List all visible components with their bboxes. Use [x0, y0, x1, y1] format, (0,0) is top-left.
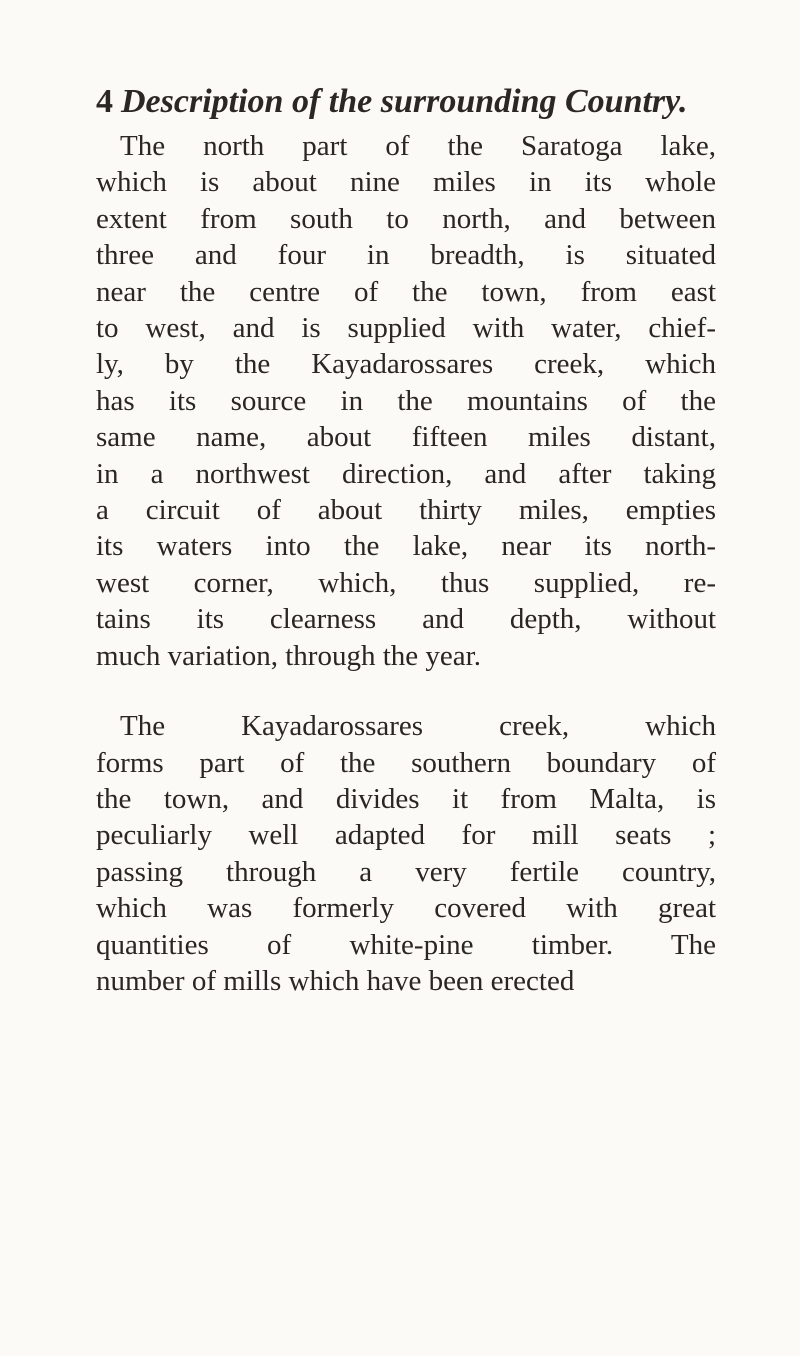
paragraph-2: [96, 708, 716, 999]
text-line: which is about nine miles in its whole: [96, 166, 716, 199]
text-line: in a northwest direction, and after taking: [96, 457, 716, 490]
text-line: three and four in breadth, is situated: [96, 239, 716, 272]
running-head: [96, 80, 716, 124]
text-line: peculiarly well adapted for mill seats ;: [96, 819, 716, 852]
text-line: same name, about fifteen miles distant,: [96, 421, 716, 454]
text-line: which was formerly covered with great: [96, 892, 716, 925]
text-line: west corner, which, thus supplied, re-: [96, 566, 716, 599]
running-title: Description of the surrounding Country.: [121, 83, 688, 120]
text-line: the town, and divides it from Malta, is: [96, 782, 716, 815]
book-page: [96, 80, 716, 999]
text-line: number of mills which have been erected: [96, 964, 575, 997]
text-line: to west, and is supplied with water, chief-: [96, 312, 716, 345]
paragraph-1: [96, 128, 716, 674]
text-line: much variation, through the year.: [96, 639, 481, 672]
text-line: passing through a very fertile country,: [96, 855, 716, 888]
text-line: ly, by the Kayadarossares creek, which: [96, 348, 716, 381]
text-line: tains its clearness and depth, without: [96, 603, 716, 636]
text-line: a circuit of about thirty miles, empties: [96, 494, 716, 527]
page-number: 4: [96, 83, 113, 120]
text-line: extent from south to north, and between: [96, 202, 716, 235]
text-line: The north part of the Saratoga lake,: [120, 130, 716, 162]
text-line: The Kayadarossares creek, which: [120, 710, 716, 743]
text-line: quantities of white-pine timber. The: [96, 928, 716, 961]
text-line: its waters into the lake, near its north-: [96, 530, 716, 563]
text-line: has its source in the mountains of the: [96, 384, 716, 417]
text-line: forms part of the southern boundary of: [96, 746, 716, 779]
text-line: near the centre of the town, from east: [96, 275, 716, 308]
